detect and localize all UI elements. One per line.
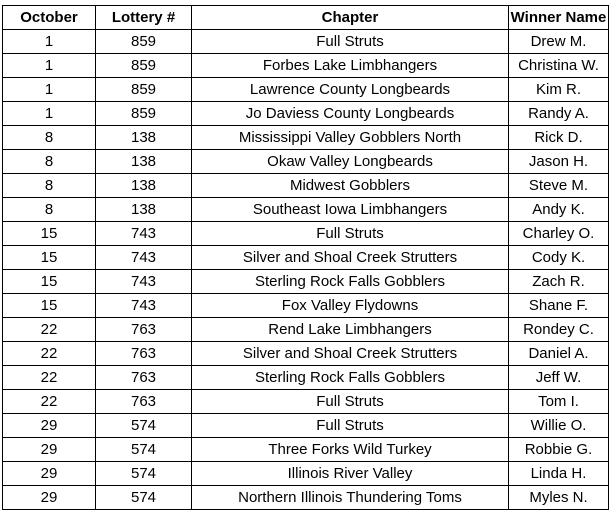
cell-october: 29: [3, 414, 96, 438]
cell-chapter: Silver and Shoal Creek Strutters: [192, 342, 509, 366]
cell-october: 8: [3, 126, 96, 150]
cell-lottery-number: 574: [96, 438, 192, 462]
cell-october: 22: [3, 366, 96, 390]
cell-winner-name: Drew M.: [509, 30, 609, 54]
cell-winner-name: Daniel A.: [509, 342, 609, 366]
cell-winner-name: Zach R.: [509, 270, 609, 294]
cell-chapter: Sterling Rock Falls Gobblers: [192, 270, 509, 294]
cell-winner-name: Myles N.: [509, 486, 609, 510]
table-row: [3, 438, 609, 462]
header-october: October: [3, 6, 96, 30]
cell-lottery-number: 138: [96, 174, 192, 198]
cell-lottery-number: 743: [96, 246, 192, 270]
cell-lottery-number: 763: [96, 318, 192, 342]
cell-chapter: Silver and Shoal Creek Strutters: [192, 246, 509, 270]
table-header: [3, 6, 609, 30]
cell-chapter: Midwest Gobblers: [192, 174, 509, 198]
cell-lottery-number: 763: [96, 366, 192, 390]
header-chapter: Chapter: [192, 6, 509, 30]
table-row: [3, 126, 609, 150]
cell-lottery-number: 743: [96, 294, 192, 318]
cell-chapter: Lawrence County Longbeards: [192, 78, 509, 102]
cell-winner-name: Christina W.: [509, 54, 609, 78]
cell-chapter: Sterling Rock Falls Gobblers: [192, 366, 509, 390]
cell-chapter: Three Forks Wild Turkey: [192, 438, 509, 462]
cell-lottery-number: 859: [96, 54, 192, 78]
header-winner-name: Winner Name: [509, 6, 609, 30]
table-row: [3, 462, 609, 486]
cell-october: 15: [3, 246, 96, 270]
cell-lottery-number: 138: [96, 198, 192, 222]
cell-chapter: Full Struts: [192, 414, 509, 438]
cell-lottery-number: 763: [96, 342, 192, 366]
cell-winner-name: Willie O.: [509, 414, 609, 438]
cell-october: 1: [3, 102, 96, 126]
cell-october: 15: [3, 270, 96, 294]
cell-october: 8: [3, 150, 96, 174]
cell-october: 15: [3, 222, 96, 246]
cell-lottery-number: 743: [96, 270, 192, 294]
cell-october: 8: [3, 174, 96, 198]
table-row: [3, 342, 609, 366]
cell-winner-name: Robbie G.: [509, 438, 609, 462]
cell-lottery-number: 859: [96, 78, 192, 102]
cell-lottery-number: 138: [96, 126, 192, 150]
cell-chapter: Jo Daviess County Longbeards: [192, 102, 509, 126]
table-row: [3, 366, 609, 390]
cell-lottery-number: 574: [96, 414, 192, 438]
table-row: [3, 54, 609, 78]
table-row: [3, 222, 609, 246]
cell-october: 22: [3, 342, 96, 366]
table-row: [3, 318, 609, 342]
table-row: [3, 294, 609, 318]
cell-october: 1: [3, 54, 96, 78]
cell-chapter: Full Struts: [192, 30, 509, 54]
table-row: [3, 270, 609, 294]
cell-october: 8: [3, 198, 96, 222]
cell-october: 22: [3, 390, 96, 414]
cell-winner-name: Tom I.: [509, 390, 609, 414]
table-row: [3, 414, 609, 438]
table-row: [3, 150, 609, 174]
cell-chapter: Fox Valley Flydowns: [192, 294, 509, 318]
cell-lottery-number: 574: [96, 486, 192, 510]
cell-october: 29: [3, 486, 96, 510]
cell-chapter: Full Struts: [192, 390, 509, 414]
cell-chapter: Full Struts: [192, 222, 509, 246]
cell-winner-name: Charley O.: [509, 222, 609, 246]
cell-winner-name: Jason H.: [509, 150, 609, 174]
cell-october: 1: [3, 78, 96, 102]
table-row: [3, 486, 609, 510]
cell-winner-name: Cody K.: [509, 246, 609, 270]
cell-chapter: Northern Illinois Thundering Toms: [192, 486, 509, 510]
table-row: [3, 174, 609, 198]
header-lottery-number: Lottery #: [96, 6, 192, 30]
cell-lottery-number: 763: [96, 390, 192, 414]
table-row: [3, 198, 609, 222]
cell-lottery-number: 138: [96, 150, 192, 174]
table-row: [3, 390, 609, 414]
cell-chapter: Rend Lake Limbhangers: [192, 318, 509, 342]
cell-lottery-number: 574: [96, 462, 192, 486]
cell-october: 22: [3, 318, 96, 342]
cell-lottery-number: 859: [96, 30, 192, 54]
table-row: [3, 246, 609, 270]
cell-winner-name: Rick D.: [509, 126, 609, 150]
table-row: [3, 30, 609, 54]
winners-table: [2, 5, 609, 510]
table-body: [3, 30, 609, 510]
cell-winner-name: Andy K.: [509, 198, 609, 222]
cell-winner-name: Steve M.: [509, 174, 609, 198]
cell-october: 29: [3, 462, 96, 486]
cell-october: 15: [3, 294, 96, 318]
cell-lottery-number: 743: [96, 222, 192, 246]
cell-winner-name: Kim R.: [509, 78, 609, 102]
cell-chapter: Southeast Iowa Limbhangers: [192, 198, 509, 222]
cell-winner-name: Linda H.: [509, 462, 609, 486]
table-row: [3, 102, 609, 126]
cell-october: 29: [3, 438, 96, 462]
header-row: [3, 6, 609, 30]
cell-winner-name: Jeff W.: [509, 366, 609, 390]
cell-lottery-number: 859: [96, 102, 192, 126]
cell-chapter: Okaw Valley Longbeards: [192, 150, 509, 174]
cell-winner-name: Randy A.: [509, 102, 609, 126]
cell-winner-name: Rondey C.: [509, 318, 609, 342]
table-row: [3, 78, 609, 102]
cell-winner-name: Shane F.: [509, 294, 609, 318]
cell-chapter: Illinois River Valley: [192, 462, 509, 486]
cell-october: 1: [3, 30, 96, 54]
cell-chapter: Mississippi Valley Gobblers North: [192, 126, 509, 150]
cell-chapter: Forbes Lake Limbhangers: [192, 54, 509, 78]
